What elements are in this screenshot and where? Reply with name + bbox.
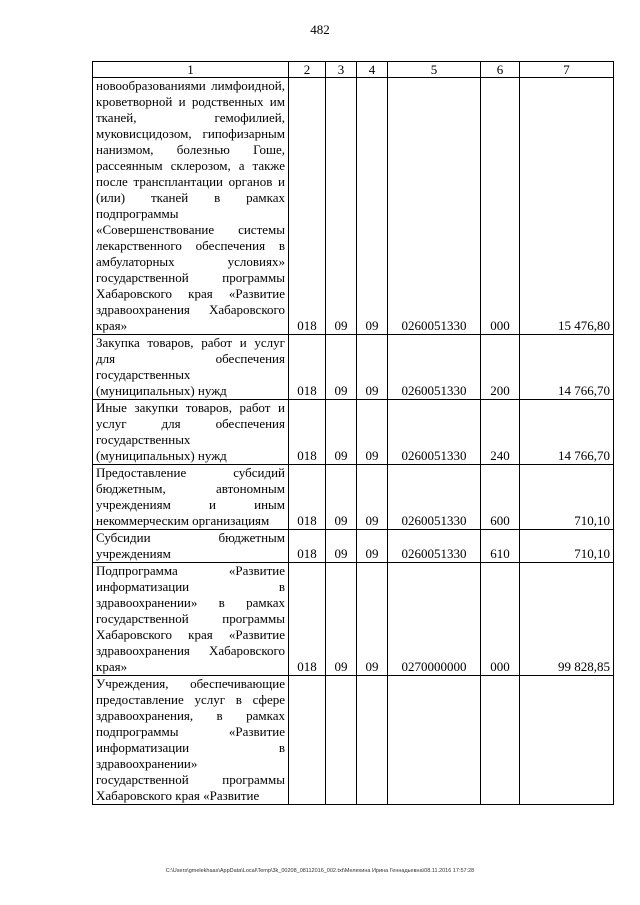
row-ministry-code xyxy=(289,676,326,805)
row-expense-type: 200 xyxy=(481,335,520,400)
row-amount xyxy=(520,676,614,805)
table-row xyxy=(93,78,614,335)
row-expense-type: 610 xyxy=(481,530,520,563)
row-ministry-code: 018 xyxy=(289,465,326,530)
row-section-code: 09 xyxy=(326,563,357,676)
row-subsection-code: 09 xyxy=(357,335,388,400)
row-target-code: 0260051330 xyxy=(388,465,481,530)
row-amount: 15 476,80 xyxy=(520,78,614,335)
row-subsection-code: 09 xyxy=(357,78,388,335)
table-row xyxy=(93,400,614,465)
row-amount: 710,10 xyxy=(520,465,614,530)
header-col-5: 5 xyxy=(388,62,481,78)
row-subsection-code xyxy=(357,676,388,805)
row-target-code: 0260051330 xyxy=(388,400,481,465)
header-col-4: 4 xyxy=(357,62,388,78)
row-name: Подпрограмма «Развитие информатизации в здравоохранении» в рамках государственной программы Хабаровского края «Развитие здравоохранения Хабаровского края» xyxy=(93,563,289,676)
row-target-code: 0260051330 xyxy=(388,530,481,563)
header-col-2: 2 xyxy=(289,62,326,78)
table-row xyxy=(93,563,614,676)
row-amount: 710,10 xyxy=(520,530,614,563)
row-name: новообразованиями лимфоидной, кроветворной и родственных им тканей, гемофилией, муковисцидозом, гипофизарным нанизмом, болезнью Гоше, рассеянным склерозом, а также после трансплантации органов и (или) тканей в рамках подпрограммы «Совершенствование системы лекарственного обеспечения в амбулаторных условиях» государственной программы Хабаровского края «Развитие здравоохранения Хабаровского края» xyxy=(93,78,289,335)
row-name: Закупка товаров, работ и услуг для обеспечения государственных (муниципальных) нужд xyxy=(93,335,289,400)
row-section-code: 09 xyxy=(326,400,357,465)
row-amount: 14 766,70 xyxy=(520,335,614,400)
row-name: Учреждения, обеспечивающие предоставление услуг в сфере здравоохранения, в рамках подпрограммы «Развитие информатизации в здравоохранении» государственной программы Хабаровского края «Развитие xyxy=(93,676,289,805)
row-expense-type: 000 xyxy=(481,563,520,676)
row-name: Предоставление субсидий бюджетным, автономным учреждениям и иным некоммерческим организациям xyxy=(93,465,289,530)
table-row xyxy=(93,530,614,563)
row-section-code: 09 xyxy=(326,530,357,563)
row-expense-type: 000 xyxy=(481,78,520,335)
table-row xyxy=(93,465,614,530)
row-name: Иные закупки товаров, работ и услуг для обеспечения государственных (муниципальных) нужд xyxy=(93,400,289,465)
row-amount: 14 766,70 xyxy=(520,400,614,465)
file-path-footer: C:\Users\gmelekhaas\AppData\Local\Temp\3k_00208_08112016_002.txt\Мелехина Ирина Геннадьевна\08.11.2016 17:57:28 xyxy=(165,868,475,874)
table-row xyxy=(93,676,614,805)
row-subsection-code: 09 xyxy=(357,563,388,676)
header-col-1: 1 xyxy=(93,62,289,78)
row-section-code: 09 xyxy=(326,465,357,530)
row-ministry-code: 018 xyxy=(289,78,326,335)
row-section-code: 09 xyxy=(326,335,357,400)
budget-table xyxy=(92,61,614,805)
row-name: Субсидии бюджетным учреждениям xyxy=(93,530,289,563)
row-amount: 99 828,85 xyxy=(520,563,614,676)
page-number: 482 xyxy=(310,22,330,37)
header-col-3: 3 xyxy=(326,62,357,78)
row-section-code: 09 xyxy=(326,78,357,335)
row-target-code: 0270000000 xyxy=(388,563,481,676)
row-expense-type: 240 xyxy=(481,400,520,465)
row-ministry-code: 018 xyxy=(289,400,326,465)
row-subsection-code: 09 xyxy=(357,465,388,530)
table-row xyxy=(93,335,614,400)
row-subsection-code: 09 xyxy=(357,400,388,465)
row-target-code: 0260051330 xyxy=(388,78,481,335)
row-ministry-code: 018 xyxy=(289,563,326,676)
row-subsection-code: 09 xyxy=(357,530,388,563)
row-target-code xyxy=(388,676,481,805)
header-col-6: 6 xyxy=(481,62,520,78)
row-ministry-code: 018 xyxy=(289,530,326,563)
row-expense-type xyxy=(481,676,520,805)
row-target-code: 0260051330 xyxy=(388,335,481,400)
header-row xyxy=(93,62,614,78)
row-section-code xyxy=(326,676,357,805)
header-col-7: 7 xyxy=(520,62,614,78)
row-ministry-code: 018 xyxy=(289,335,326,400)
row-expense-type: 600 xyxy=(481,465,520,530)
